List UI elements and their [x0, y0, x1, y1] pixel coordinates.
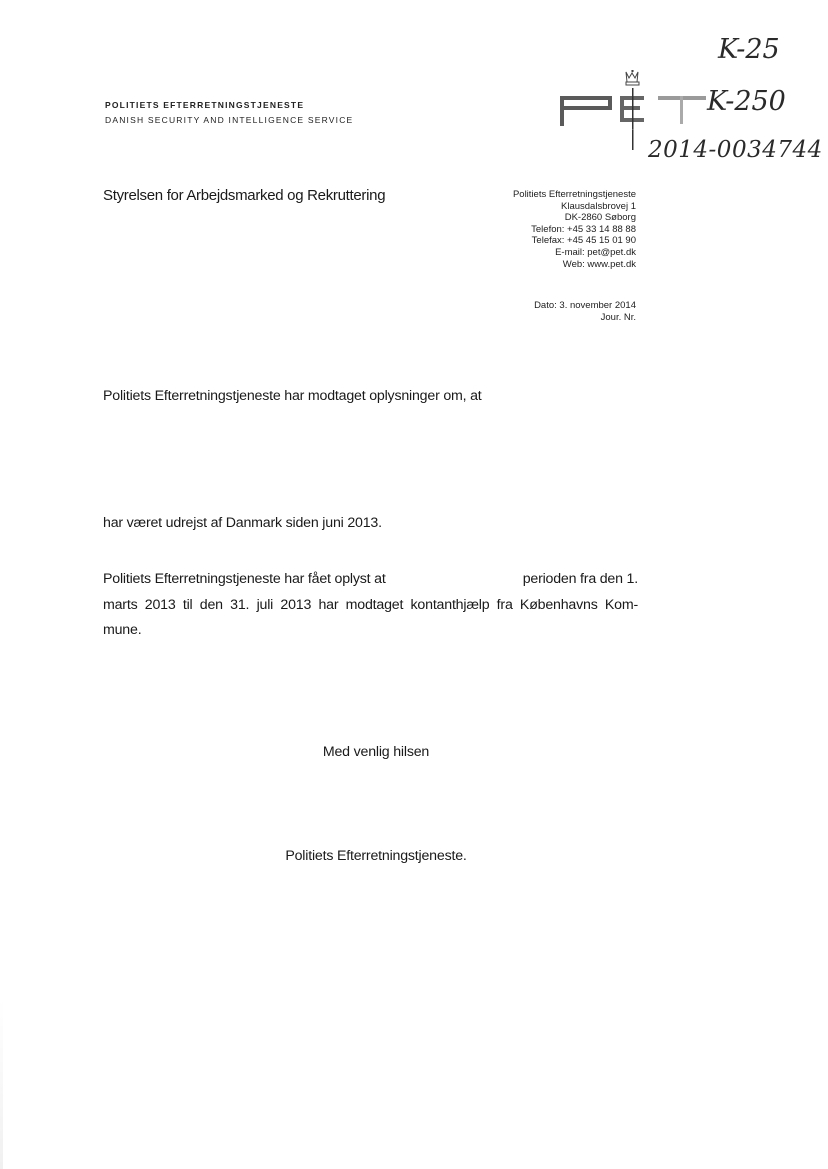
sender-phone: Telefon: +45 33 14 88 88 — [531, 223, 636, 235]
agency-name-block — [105, 98, 353, 128]
crown-icon — [626, 70, 639, 85]
letter-date: Dato: 3. november 2014 — [534, 300, 636, 311]
agency-name-english: DANISH SECURITY AND INTELLIGENCE SERVICE — [105, 115, 354, 125]
letter-meta — [470, 300, 636, 323]
closing: Med venlig hilsen — [322, 744, 430, 760]
recipient: Styrelsen for Arbejdsmarked og Rekruttering — [103, 187, 386, 204]
paragraph-3-line-2: marts 2013 til den 31. juli 2013 har modtaget kontanthjælp fra Københavns Kom- — [103, 596, 638, 613]
sender-fax: Telefax: +45 45 15 01 90 — [531, 235, 636, 247]
handwritten-mark-1: K-25 — [718, 34, 780, 65]
paragraph-3-line-1 — [103, 567, 638, 593]
journal-number: Jour. Nr. — [600, 311, 636, 323]
handwritten-mark-2: K-250 — [707, 86, 786, 117]
sender-street: Klausdalsbrovej 1 — [561, 200, 636, 212]
sender-web: Web: www.pet.dk — [562, 258, 636, 270]
signature: Politiets Efterretningstjeneste. — [285, 848, 467, 864]
logo-text: PET — [632, 130, 634, 131]
sender-name: Politiets Efterretningstjeneste — [512, 189, 636, 200]
scan-edge-shadow — [0, 1000, 3, 1169]
handwritten-case-number: 2014-0034744 — [648, 137, 823, 163]
agency-name-danish: POLITIETS EFTERRETNINGSTJENESTE — [105, 100, 305, 110]
body-paragraph-2: har været udrejst af Danmark siden juni 2013. — [103, 515, 382, 531]
paragraph-3-line-3: mune. — [103, 622, 142, 638]
sender-city: DK-2860 Søborg — [564, 212, 636, 224]
sender-address — [470, 189, 636, 270]
paragraph-3-after-gap: perioden fra den 1. — [522, 571, 638, 587]
paragraph-3-start: Politiets Efterretningstjeneste har fået oplyst at — [103, 571, 386, 587]
sender-email: E-mail: pet@pet.dk — [555, 246, 636, 258]
body-paragraph-1: Politiets Efterretningstjeneste har modtaget oplysninger om, at — [103, 388, 482, 404]
body-paragraph-3 — [103, 567, 638, 644]
